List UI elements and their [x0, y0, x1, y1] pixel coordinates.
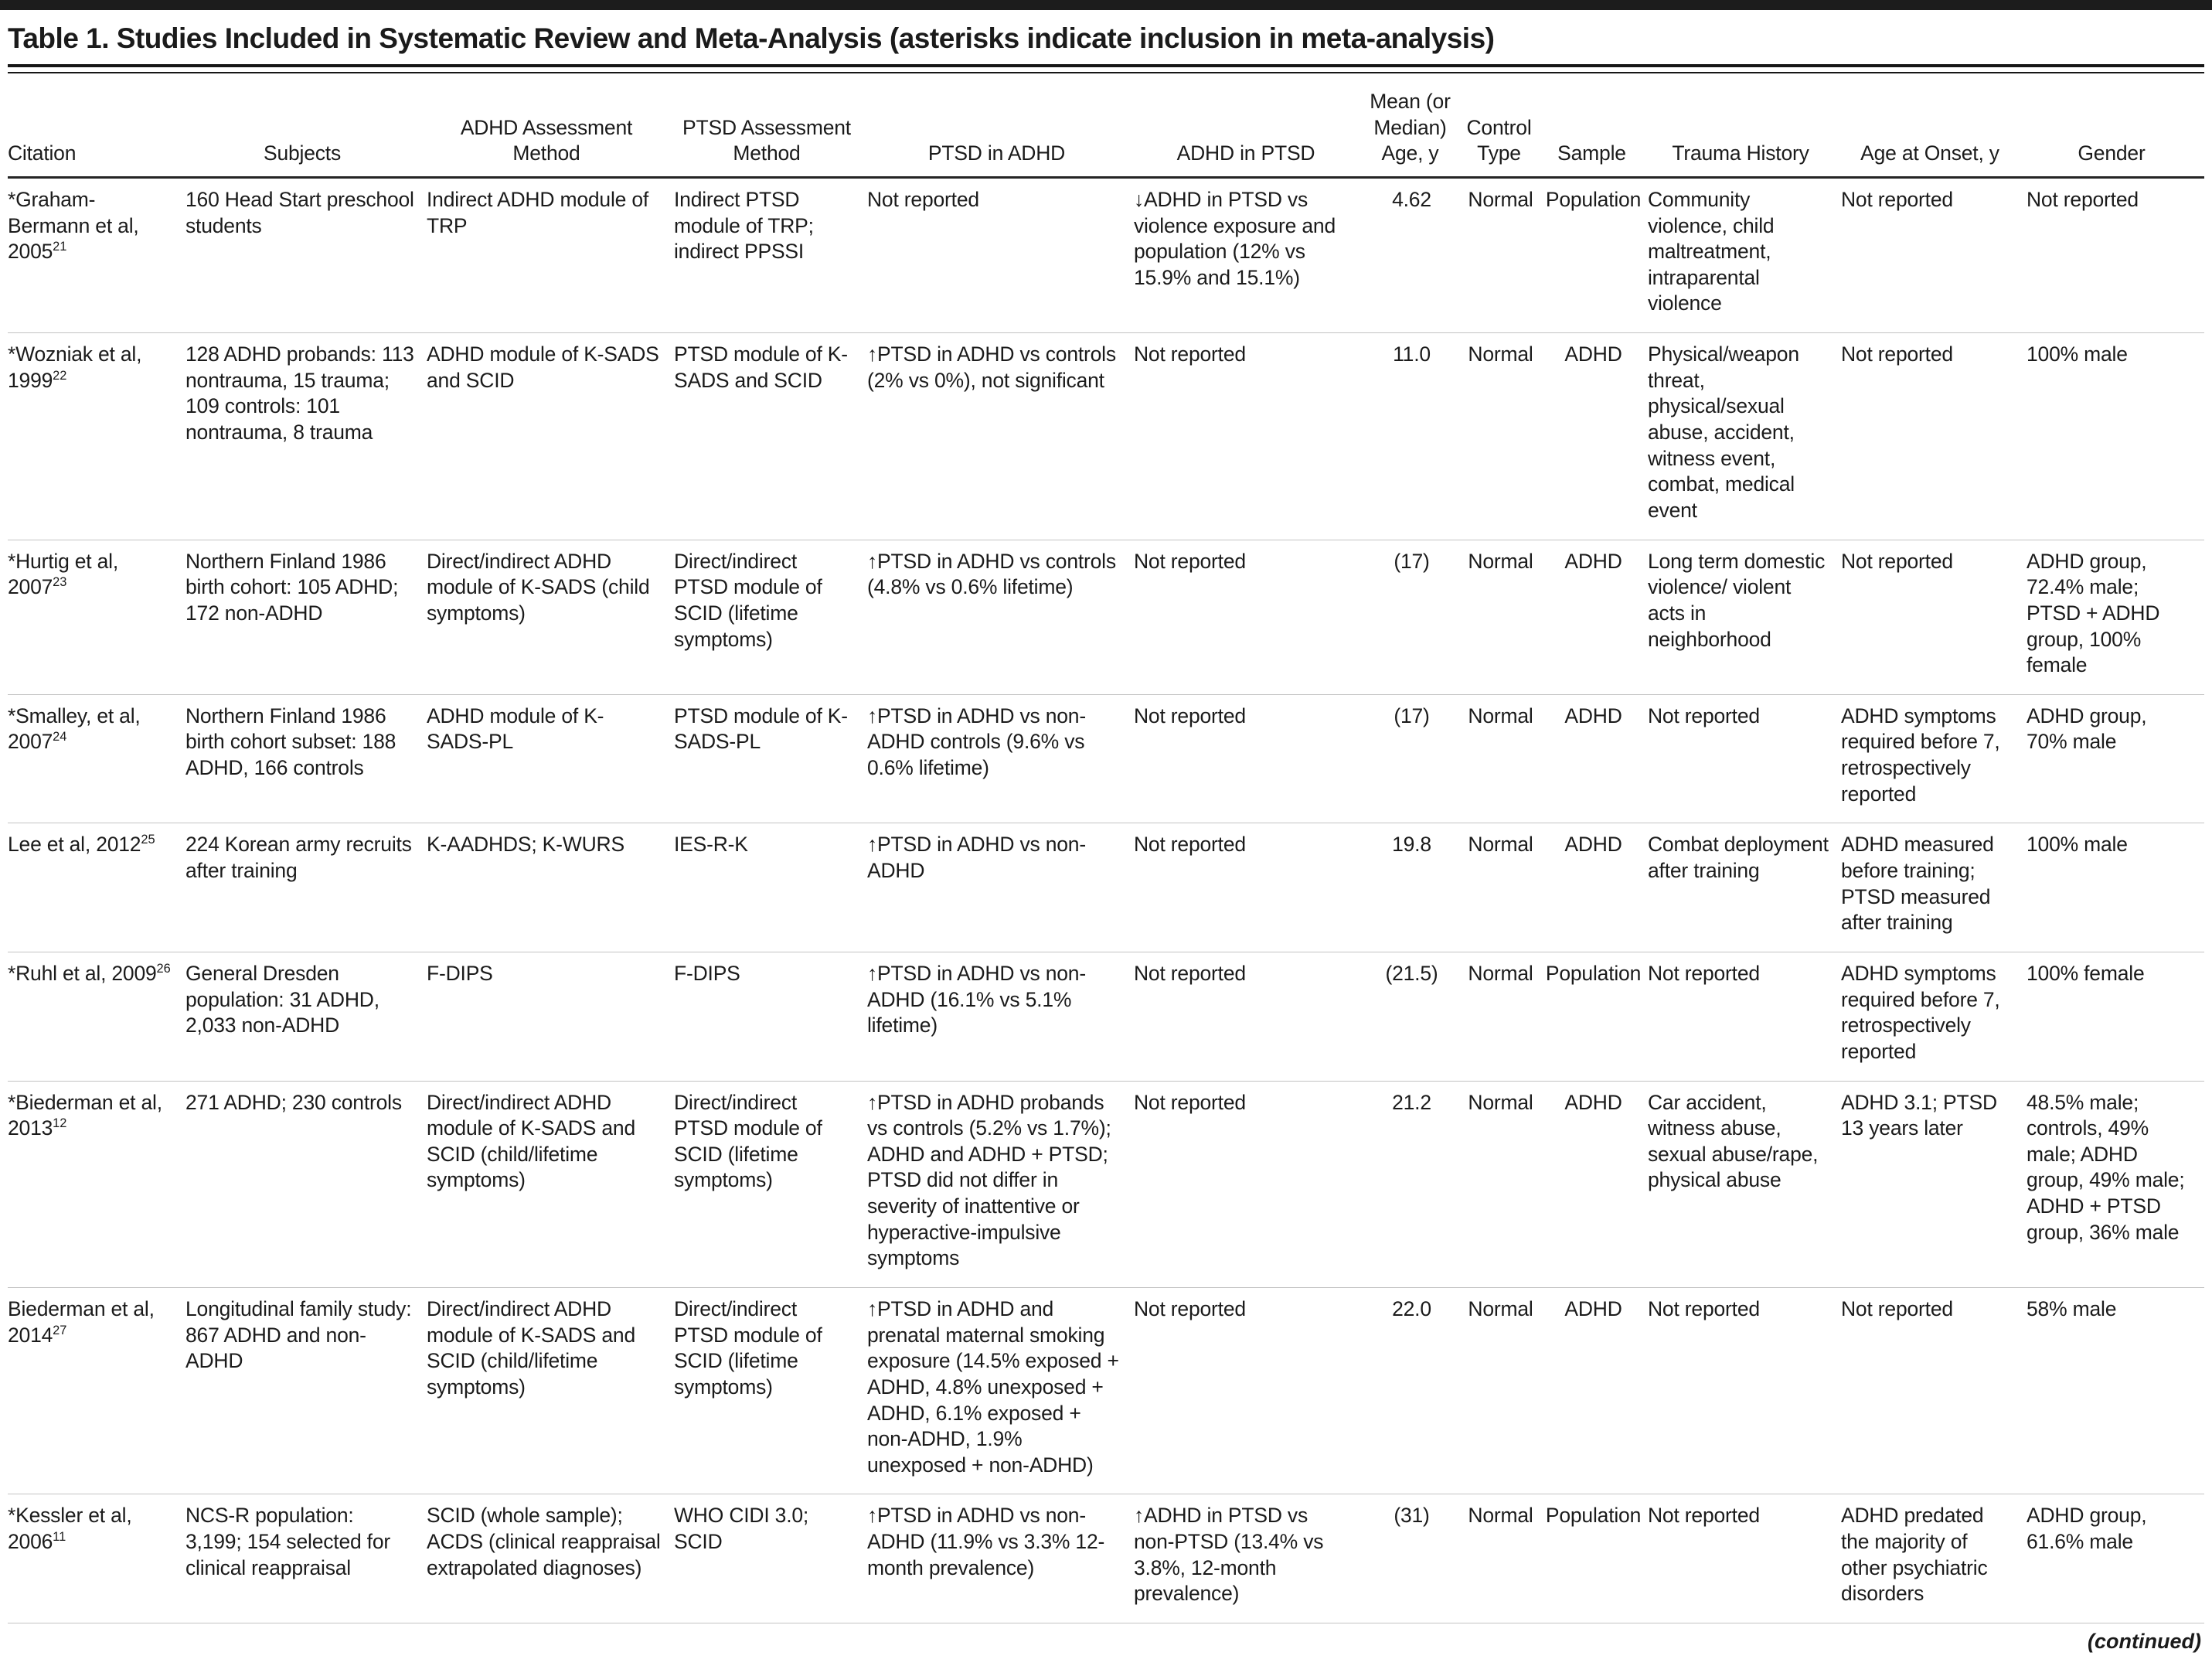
cell-sample: Population [1543, 177, 1648, 332]
cell-adhd_in_ptsd: Not reported [1134, 333, 1366, 540]
cell-subjects: 160 Head Start preschool students [185, 177, 427, 332]
cell-sample: ADHD [1543, 694, 1648, 823]
paper-table-page [0, 22, 2212, 1666]
column-header-control: Control Type [1462, 75, 1543, 177]
title-divider-rule [8, 64, 2204, 73]
citation-text: *Ruhl et al, 2009 [8, 961, 157, 985]
citation-text: *Wozniak et al, 1999 [8, 342, 142, 392]
cell-ptsd_in_adhd: ↑PTSD in ADHD vs non-ADHD [867, 823, 1134, 952]
cell-control: Normal [1462, 540, 1543, 694]
table-row [8, 540, 2204, 694]
cell-onset: Not reported [1841, 177, 2027, 332]
cell-ptsd_method: PTSD module of K-SADS-PL [674, 694, 867, 823]
citation-reference-number: 25 [141, 833, 155, 847]
cell-trauma: Physical/weapon threat, physical/sexual abuse, accident, witness event, combat, medical event [1648, 333, 1841, 540]
cell-ptsd_in_adhd: ↑PTSD in ADHD vs non-ADHD (16.1% vs 5.1% lifetime) [867, 952, 1134, 1081]
cell-age: (21.5) [1366, 952, 1462, 1081]
cell-age: 22.0 [1366, 1287, 1462, 1494]
cell-gender: 58% male [2027, 1287, 2204, 1494]
table-title: Table 1. Studies Included in Systematic Review and Meta-Analysis (asterisks indicate inclusion in meta-analysis) [8, 22, 1495, 54]
column-header-trauma: Trauma History [1648, 75, 1841, 177]
cell-subjects: Northern Finland 1986 birth cohort subset: 188 ADHD, 166 controls [185, 694, 427, 823]
cell-gender: 100% male [2027, 823, 2204, 952]
cell-citation [8, 333, 185, 540]
cell-control: Normal [1462, 952, 1543, 1081]
cell-adhd_in_ptsd: Not reported [1134, 952, 1366, 1081]
cell-citation [8, 1494, 185, 1623]
cell-subjects: Northern Finland 1986 birth cohort: 105 ADHD; 172 non-ADHD [185, 540, 427, 694]
cell-gender: ADHD group, 61.6% male [2027, 1494, 2204, 1623]
cell-age: 19.8 [1366, 823, 1462, 952]
cell-ptsd_method: PTSD module of K-SADS and SCID [674, 333, 867, 540]
cell-ptsd_in_adhd: ↑PTSD in ADHD vs controls (4.8% vs 0.6% lifetime) [867, 540, 1134, 694]
cell-citation [8, 952, 185, 1081]
column-header-ptsd_method: PTSD Assessment Method [674, 75, 867, 177]
table-row [8, 1494, 2204, 1623]
continued-note: (continued) [2088, 1630, 2201, 1654]
cell-onset: ADHD symptoms required before 7, retrospectively reported [1841, 952, 2027, 1081]
cell-control: Normal [1462, 177, 1543, 332]
cell-sample: ADHD [1543, 333, 1648, 540]
cell-sample: Population [1543, 1494, 1648, 1623]
cell-subjects: 271 ADHD; 230 controls [185, 1081, 427, 1287]
cell-gender: ADHD group, 70% male [2027, 694, 2204, 823]
cell-subjects: General Dresden population: 31 ADHD, 2,033 non-ADHD [185, 952, 427, 1081]
column-header-age: Mean (or Median) Age, y [1366, 75, 1462, 177]
column-header-adhd_method: ADHD Assessment Method [427, 75, 674, 177]
cell-onset: ADHD symptoms required before 7, retrospectively reported [1841, 694, 2027, 823]
cell-ptsd_method: F-DIPS [674, 952, 867, 1081]
cell-adhd_in_ptsd: Not reported [1134, 1287, 1366, 1494]
cell-ptsd_method: Indirect PTSD module of TRP; indirect PPSSI [674, 177, 867, 332]
cell-sample: ADHD [1543, 540, 1648, 694]
cell-gender: 100% male [2027, 333, 2204, 540]
cell-sample: ADHD [1543, 1081, 1648, 1287]
citation-text: Lee et al, 2012 [8, 833, 141, 857]
cell-ptsd_method: Direct/indirect PTSD module of SCID (lifetime symptoms) [674, 540, 867, 694]
cell-trauma: Community violence, child maltreatment, intraparental violence [1648, 177, 1841, 332]
cell-sample: ADHD [1543, 823, 1648, 952]
column-header-ptsd_in_adhd: PTSD in ADHD [867, 75, 1134, 177]
citation-text: *Graham-Bermann et al, 2005 [8, 187, 139, 264]
table-row [8, 1081, 2204, 1287]
cell-ptsd_in_adhd: Not reported [867, 177, 1134, 332]
column-header-sample: Sample [1543, 75, 1648, 177]
column-header-citation: Citation [8, 75, 185, 177]
cell-trauma: Not reported [1648, 694, 1841, 823]
citation-reference-number: 21 [53, 240, 67, 254]
cell-trauma: Not reported [1648, 952, 1841, 1081]
citation-text: *Kessler et al, 2006 [8, 1504, 132, 1554]
cell-ptsd_in_adhd: ↑PTSD in ADHD vs non-ADHD (11.9% vs 3.3% 12-month prevalence) [867, 1494, 1134, 1623]
cell-ptsd_method: Direct/indirect PTSD module of SCID (lifetime symptoms) [674, 1287, 867, 1494]
cell-trauma: Combat deployment after training [1648, 823, 1841, 952]
table-row [8, 952, 2204, 1081]
cell-adhd_in_ptsd: Not reported [1134, 823, 1366, 952]
cell-onset: Not reported [1841, 333, 2027, 540]
citation-reference-number: 24 [53, 730, 67, 744]
cell-trauma: Not reported [1648, 1287, 1841, 1494]
cell-adhd_method: Direct/indirect ADHD module of K-SADS (child symptoms) [427, 540, 674, 694]
cell-citation [8, 1081, 185, 1287]
citation-text: *Hurtig et al, 2007 [8, 549, 119, 599]
cell-subjects: NCS-R population: 3,199; 154 selected for clinical reappraisal [185, 1494, 427, 1623]
citation-reference-number: 22 [53, 368, 67, 383]
cell-ptsd_method: Direct/indirect PTSD module of SCID (lifetime symptoms) [674, 1081, 867, 1287]
cell-trauma: Not reported [1648, 1494, 1841, 1623]
cell-citation [8, 540, 185, 694]
cell-ptsd_in_adhd: ↑PTSD in ADHD and prenatal maternal smoking exposure (14.5% exposed + ADHD, 4.8% unexposed + ADHD, 6.1% exposed + non-ADHD, 1.9% unexposed + non-ADHD) [867, 1287, 1134, 1494]
cell-adhd_method: Direct/indirect ADHD module of K-SADS and SCID (child/lifetime symptoms) [427, 1081, 674, 1287]
column-header-gender: Gender [2027, 75, 2204, 177]
cell-adhd_method: F-DIPS [427, 952, 674, 1081]
cell-adhd_in_ptsd: Not reported [1134, 1081, 1366, 1287]
cell-onset: Not reported [1841, 540, 2027, 694]
column-header-subjects: Subjects [185, 75, 427, 177]
citation-reference-number: 26 [156, 962, 171, 976]
cell-onset: Not reported [1841, 1287, 2027, 1494]
cell-subjects: 128 ADHD probands: 113 nontrauma, 15 trauma; 109 controls: 101 nontrauma, 8 trauma [185, 333, 427, 540]
cell-gender: 100% female [2027, 952, 2204, 1081]
cell-gender: ADHD group, 72.4% male; PTSD + ADHD group, 100% female [2027, 540, 2204, 694]
cell-adhd_method: K-AADHDS; K-WURS [427, 823, 674, 952]
cell-onset: ADHD predated the majority of other psychiatric disorders [1841, 1494, 2027, 1623]
table-row [8, 177, 2204, 332]
cell-control: Normal [1462, 1287, 1543, 1494]
cell-control: Normal [1462, 694, 1543, 823]
cell-ptsd_in_adhd: ↑PTSD in ADHD probands vs controls (5.2% vs 1.7%); ADHD and ADHD + PTSD; PTSD did not differ in severity of inattentive or hyperactive-impulsive symptoms [867, 1081, 1134, 1287]
cell-control: Normal [1462, 1081, 1543, 1287]
cell-ptsd_in_adhd: ↑PTSD in ADHD vs controls (2% vs 0%), not significant [867, 333, 1134, 540]
cell-control: Normal [1462, 823, 1543, 952]
column-header-onset: Age at Onset, y [1841, 75, 2027, 177]
citation-text: *Smalley, et al, 2007 [8, 704, 141, 754]
cell-adhd_method: Direct/indirect ADHD module of K-SADS and SCID (child/lifetime symptoms) [427, 1287, 674, 1494]
cell-citation [8, 177, 185, 332]
cell-trauma: Long term domestic violence/ violent acts in neighborhood [1648, 540, 1841, 694]
cell-subjects: 224 Korean army recruits after training [185, 823, 427, 952]
cell-ptsd_method: WHO CIDI 3.0; SCID [674, 1494, 867, 1623]
citation-text: Biederman et al, 2014 [8, 1296, 155, 1347]
table-row [8, 1287, 2204, 1494]
table-row [8, 694, 2204, 823]
cell-ptsd_method: IES-R-K [674, 823, 867, 952]
cell-onset: ADHD measured before training; PTSD measured after training [1841, 823, 2027, 952]
cell-adhd_in_ptsd: Not reported [1134, 540, 1366, 694]
citation-reference-number: 27 [53, 1323, 67, 1337]
citation-reference-number: 23 [53, 575, 67, 590]
table-top-rule [0, 0, 2212, 10]
cell-age: 4.62 [1366, 177, 1462, 332]
cell-adhd_method: ADHD module of K-SADS-PL [427, 694, 674, 823]
table-head [8, 75, 2204, 177]
cell-citation [8, 823, 185, 952]
cell-control: Normal [1462, 333, 1543, 540]
studies-table [8, 75, 2204, 1623]
cell-age: (17) [1366, 540, 1462, 694]
cell-age: 21.2 [1366, 1081, 1462, 1287]
cell-age: (17) [1366, 694, 1462, 823]
cell-age: (31) [1366, 1494, 1462, 1623]
cell-adhd_method: ADHD module of K-SADS and SCID [427, 333, 674, 540]
cell-sample: ADHD [1543, 1287, 1648, 1494]
cell-control: Normal [1462, 1494, 1543, 1623]
cell-age: 11.0 [1366, 333, 1462, 540]
citation-reference-number: 11 [53, 1530, 66, 1545]
header-row [8, 75, 2204, 177]
cell-citation [8, 1287, 185, 1494]
cell-trauma: Car accident, witness abuse, sexual abuse/rape, physical abuse [1648, 1081, 1841, 1287]
cell-adhd_in_ptsd: Not reported [1134, 694, 1366, 823]
citation-reference-number: 12 [53, 1116, 67, 1131]
cell-sample: Population [1543, 952, 1648, 1081]
table-row [8, 333, 2204, 540]
cell-adhd_in_ptsd: ↓ADHD in PTSD vs violence exposure and population (12% vs 15.9% and 15.1%) [1134, 177, 1366, 332]
cell-citation [8, 694, 185, 823]
cell-ptsd_in_adhd: ↑PTSD in ADHD vs non-ADHD controls (9.6% vs 0.6% lifetime) [867, 694, 1134, 823]
cell-adhd_in_ptsd: ↑ADHD in PTSD vs non-PTSD (13.4% vs 3.8%, 12-month prevalence) [1134, 1494, 1366, 1623]
cell-adhd_method: SCID (whole sample); ACDS (clinical reappraisal extrapolated diagnoses) [427, 1494, 674, 1623]
citation-text: *Biederman et al, 2013 [8, 1090, 162, 1140]
cell-subjects: Longitudinal family study: 867 ADHD and non-ADHD [185, 1287, 427, 1494]
cell-gender: 48.5% male; controls, 49% male; ADHD group, 49% male; ADHD + PTSD group, 36% male [2027, 1081, 2204, 1287]
column-header-adhd_in_ptsd: ADHD in PTSD [1134, 75, 1366, 177]
cell-gender: Not reported [2027, 177, 2204, 332]
table-row [8, 823, 2204, 952]
table-body [8, 177, 2204, 1623]
cell-onset: ADHD 3.1; PTSD 13 years later [1841, 1081, 2027, 1287]
cell-adhd_method: Indirect ADHD module of TRP [427, 177, 674, 332]
